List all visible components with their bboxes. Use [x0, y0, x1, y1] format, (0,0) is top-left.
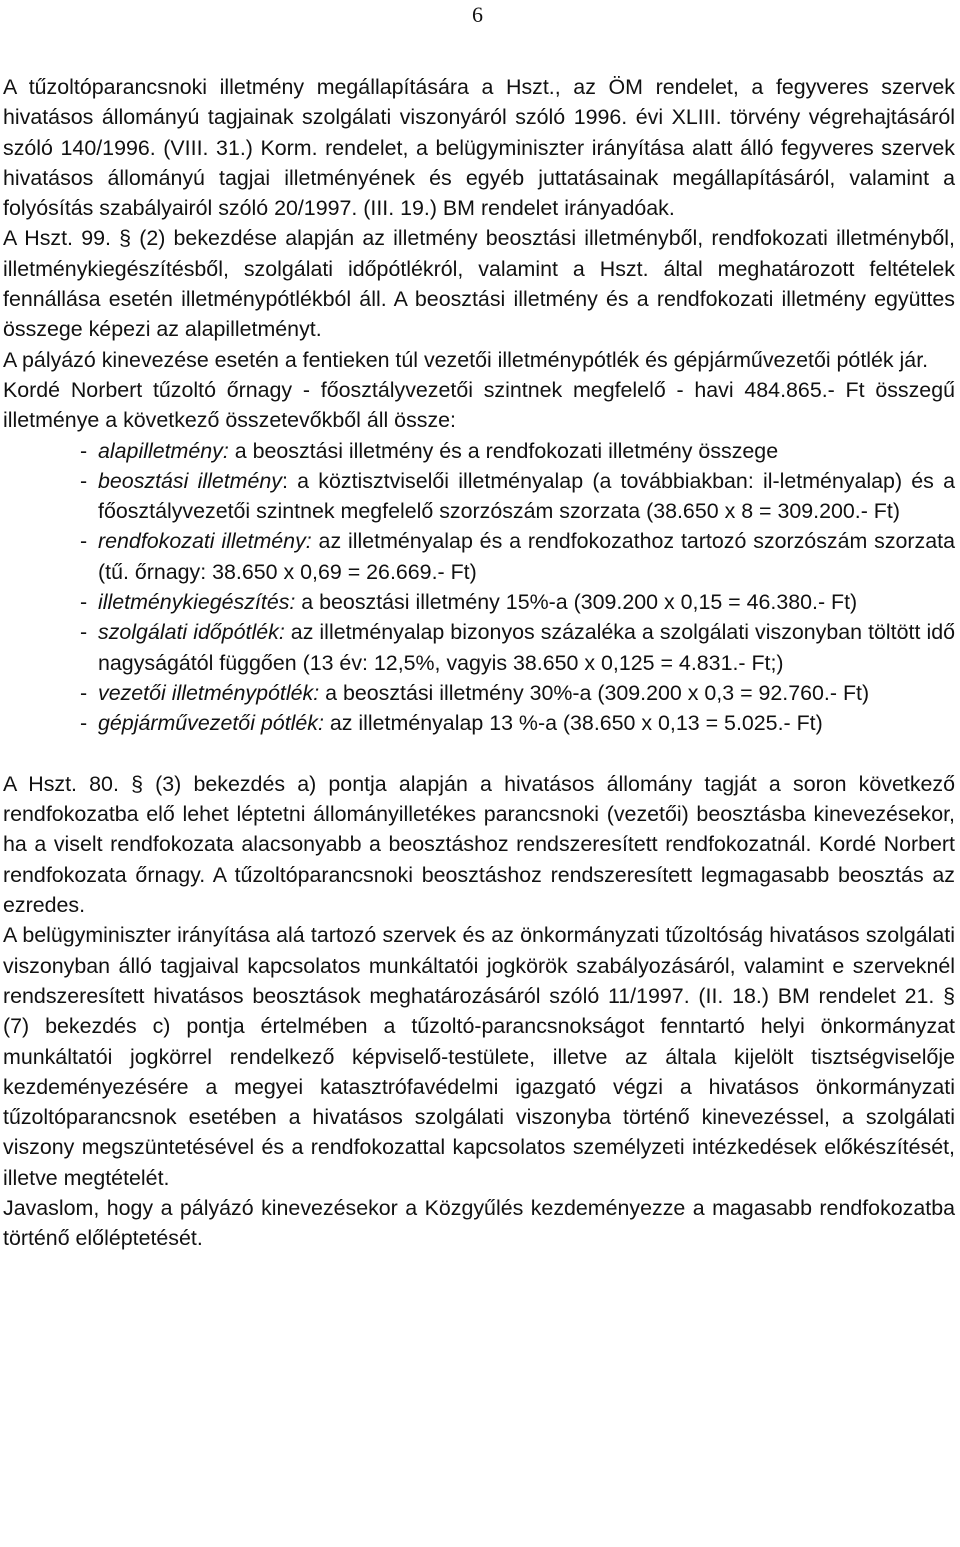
salary-item-list — [3, 436, 955, 739]
list-item-term: beosztási illetmény — [98, 468, 282, 493]
list-item — [3, 436, 955, 466]
document-body — [3, 72, 955, 1254]
list-dash: - — [80, 711, 88, 736]
page-number: 6 — [472, 2, 483, 27]
list-item-text: az illetményalap 13 %-a (38.650 x 0,13 = 5.025.- Ft) — [323, 711, 823, 736]
list-item-text: : a köztisztviselői illetményalap (a továbbiakban: il-letményalap) és a főosztályvezetői szintnek megfelelő szorzószám szorzata (38.650 x 8 = 309.200.- Ft) — [98, 468, 955, 524]
blank-line — [3, 739, 955, 769]
list-item-text: a beosztási illetmény 15%-a (309.200 x 0,15 = 46.380.- Ft) — [295, 590, 858, 615]
list-item — [3, 678, 955, 708]
list-item — [3, 466, 955, 527]
list-item — [3, 526, 955, 587]
list-item-text: a beosztási illetmény 30%-a (309.200 x 0,3 = 92.760.- Ft) — [319, 680, 870, 705]
list-item-term: alapilletmény: — [98, 438, 229, 463]
list-dash: - — [80, 680, 88, 705]
list-item-term: illetménykiegészítés: — [98, 590, 296, 615]
paragraph-supplements: A pályázó kinevezése esetén a fentieken túl vezetői illetménypótlék és gépjárművezetői pótlék jár. — [3, 347, 929, 372]
list-item-text: az illetményalap és a rendfokozathoz tartozó szorzószám szorzata (tű. őrnagy: 38.650 x 0,69 = 26.669.- Ft) — [98, 529, 955, 584]
paragraph-salary-components: A Hszt. 99. § (2) bekezdése alapján az illetmény beosztási illetményből, rendfokozati illetményből, illetménykiegészítésből, szolgálati időpótlékról, valamint a Hszt. által meghatározott feltételek fennállása esetén illetménypótlékból áll. A beosztási illetmény és a rendfokozati illetmény együttes összege képezi az alapilletményt. — [3, 226, 955, 342]
paragraph-recommendation: Javaslom, hogy a pályázó kinevezésekor a Közgyűlés kezdeményezze a magasabb rendfokozatba történő előléptetését. — [3, 1195, 955, 1251]
list-item-term: vezetői illetménypótlék: — [98, 680, 320, 705]
list-item-text: az illetményalap bizonyos százaléka a szolgálati viszonyban töltött idő nagyságától függően (13 év: 12,5%, vagyis 38.650 x 0,125 = 4.831.- Ft;) — [98, 620, 955, 675]
paragraph-employer-rights: A belügyminiszter irányítása alá tartozó szervek és az önkormányzati tűzoltóság hivatásos szolgálati viszonyban álló tagjaival kapcsolatos munkáltatói jogkörök szabályozásáról, valamint e szerveknél rendszeresített hivatásos beosztások meghatározásáról szóló 11/1997. (II. 18.) BM rendelet 21. § (7) bekezdés c) pontja értelmében a tűzoltó-parancsnokságot fenntartó helyi önkormányzat munkáltatói jogkörrel rendelkező képviselő-testülete, illetve az általa kijelölt tisztségviselője kezdeményezésére a megyei katasztrófavédelmi igazgató végzi a hivatásos önkormányzati tűzoltóparancsnok esetében a hivatásos szolgálati viszonyba történő kinevezéssel, a szolgálati viszony megszüntetésével és a rendfokozattal kapcsolatos személyzeti intézkedések előkészítését, illetve megtételét. — [3, 923, 955, 1190]
list-item-term: szolgálati időpótlék: — [98, 620, 285, 645]
list-item — [3, 617, 955, 678]
list-item-term: rendfokozati illetmény: — [98, 529, 312, 554]
list-dash: - — [80, 468, 88, 493]
paragraph-promotion-basis: A Hszt. 80. § (3) bekezdés a) pontja alapján a hivatásos állomány tagját a soron következő rendfokozatba elő lehet léptetni állományilletékes parancsnoki (vezetői) beosztásba kinevezésekor, ha a viselt rendfokozata alacsonyabb a beosztáshoz rendszeresített rendfokozatnál. Kordé Norbert rendfokozata őrnagy. A tűzoltóparancsnoki beosztáshoz rendszeresített legmagasabb beosztás az ezredes. — [3, 771, 955, 918]
list-item — [3, 587, 955, 617]
paragraph-legal-basis: A tűzoltóparancsnoki illetmény megállapítására a Hszt., az ÖM rendelet, a fegyveres szervek hivatásos állományú tagjainak szolgálati viszonyáról szóló 1996. évi XLIII. törvény végrehajtásáról szóló 140/1996. (VIII. 31.) Korm. rendelet, a belügyminiszter irányítása alatt álló fegyveres szervek hivatásos állományú tagjai illetményének és egyéb juttatásainak megállapításáról, valamint a folyósítás szabályairól szóló 20/1997. (III. 19.) BM rendelet irányadóak. — [3, 75, 955, 221]
list-item-term: gépjárművezetői pótlék: — [98, 711, 324, 736]
list-item — [3, 708, 955, 738]
list-item-text: a beosztási illetmény és a rendfokozati illetmény összege — [228, 438, 779, 463]
list-dash: - — [80, 620, 88, 645]
list-dash: - — [80, 438, 88, 463]
paragraph-total-salary: Kordé Norbert tűzoltó őrnagy - főosztályvezetői szintnek megfelelő - havi 484.865.- Ft összegű illetménye a következő összetevőkből áll össze: — [3, 377, 955, 433]
list-dash: - — [80, 529, 88, 554]
list-dash: - — [80, 590, 88, 615]
